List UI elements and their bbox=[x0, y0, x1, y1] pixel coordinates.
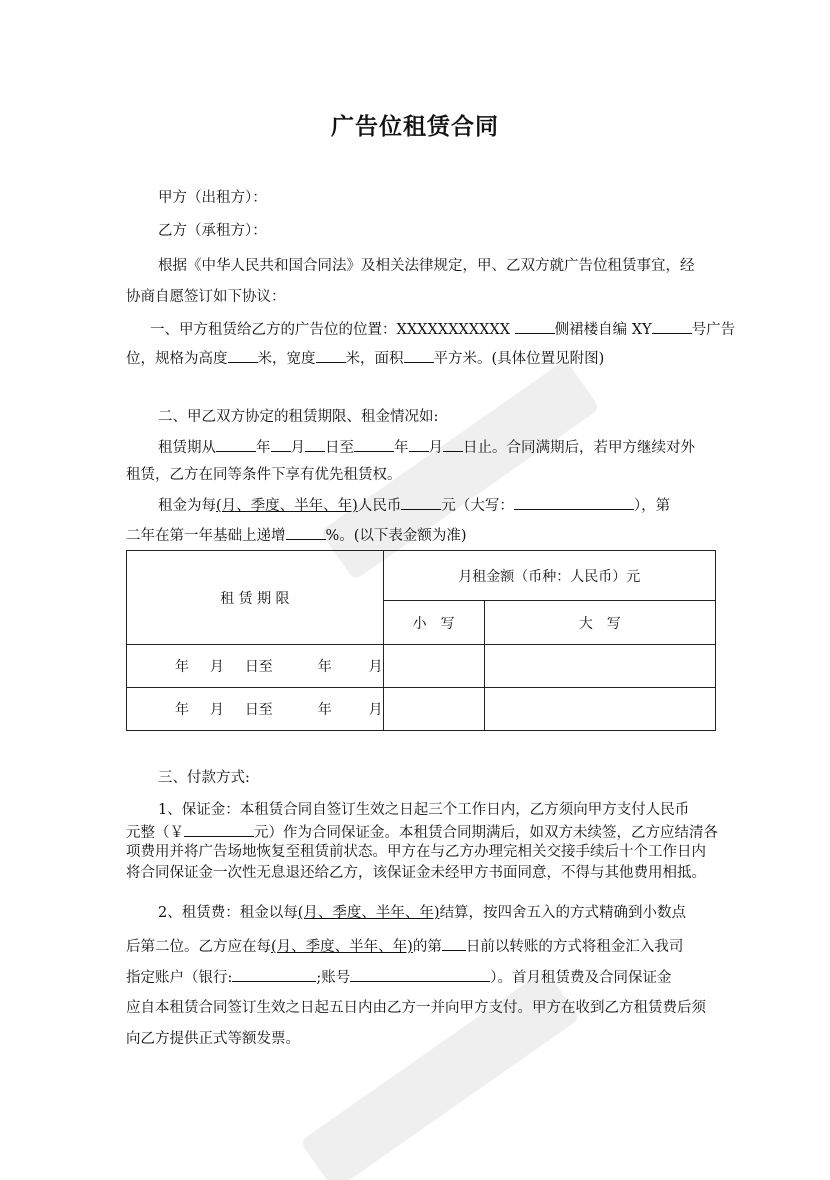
day-to-text: 日至 bbox=[325, 440, 354, 456]
percent-text: %。(以下表金额为准) bbox=[325, 528, 467, 544]
month-text: 月 bbox=[290, 440, 305, 456]
increase-blank[interactable] bbox=[286, 524, 326, 540]
month-label: 月 bbox=[209, 659, 224, 675]
section-2-line-1 bbox=[158, 436, 695, 458]
day-to-label: 日至 bbox=[244, 702, 273, 718]
small-amount-cell[interactable] bbox=[383, 645, 484, 688]
year-label: 年 bbox=[175, 702, 189, 718]
blank-field[interactable] bbox=[652, 318, 692, 334]
section-3-title: 三、付款方式: bbox=[158, 770, 250, 786]
yuan-upper-text: 元（大写： bbox=[441, 498, 514, 514]
section-2-title: 二、甲乙双方协定的租赁期限、租金情况如: bbox=[158, 409, 439, 425]
blank-field[interactable] bbox=[409, 436, 429, 452]
rent-per-text: 租金为每 bbox=[158, 498, 216, 514]
fee-period-options-2: (月、季度、半年、年) bbox=[271, 939, 413, 955]
year-label: 年 bbox=[175, 659, 189, 675]
period-header: 租 赁 期 限 bbox=[127, 551, 384, 645]
year-text: 年 bbox=[256, 440, 271, 456]
blank-field[interactable] bbox=[271, 436, 291, 452]
rent-line-2 bbox=[126, 524, 467, 546]
deposit-yuan-text: 元整（￥ bbox=[126, 825, 184, 841]
bank-label: 指定账户（银行: bbox=[126, 970, 233, 986]
deposit-amount-blank[interactable] bbox=[184, 821, 254, 837]
year-label: 年 bbox=[317, 659, 332, 675]
s1-side-text: 侧裙楼自编 XY bbox=[554, 322, 652, 338]
s1-height-text: 位，规格为高度 bbox=[126, 351, 228, 367]
intro-line-1: 根据《中华人民共和国合同法》及相关法律规定，甲、乙双方就广告位租赁事宜，经 bbox=[158, 258, 695, 274]
first-month-text: ）。首月租赁费及合同保证金 bbox=[490, 970, 672, 986]
fee-intro-text: 2、租赁费：租金以每 bbox=[158, 905, 298, 921]
month-label: 月 bbox=[368, 659, 383, 675]
intro-line-2: 协商自愿签订如下协议： bbox=[126, 289, 286, 305]
fee-round-text: 结算，按四舍五入的方式精确到小数点 bbox=[439, 905, 687, 921]
fee-line-1 bbox=[158, 903, 686, 923]
deposit-line-1: 1、保证金：本租赁合同自签订生效之日起三个工作日内，乙方须向甲方支付人民币 bbox=[158, 802, 690, 818]
fee-the-text: 的第 bbox=[412, 939, 442, 955]
fee-each-text: 后第二位。乙方应在每 bbox=[126, 939, 271, 955]
deposit-line-4: 将合同保证金一次性无息退还给乙方，该保证金未经甲方书面同意，不得与其他费用相抵。 bbox=[126, 865, 706, 881]
party-a-label: 甲方（出租方）： bbox=[158, 190, 267, 206]
big-header: 大 写 bbox=[484, 601, 715, 645]
fee-line-3 bbox=[126, 966, 672, 988]
s1-ad-text: 号广告 bbox=[691, 322, 736, 338]
fee-line-5: 向乙方提供正式等额发票。 bbox=[126, 1031, 300, 1047]
amount-header: 月租金额（币种：人民币）元 bbox=[383, 551, 715, 601]
rmb-text: 人民币 bbox=[357, 498, 402, 514]
table-row bbox=[127, 688, 716, 731]
account-label: ;账号 bbox=[316, 970, 351, 986]
rent-period-options: (月、季度、半年、年) bbox=[216, 498, 358, 514]
rent-table bbox=[126, 550, 716, 731]
end-text: 日止。合同满期后，若甲方继续对外 bbox=[463, 440, 695, 456]
account-blank[interactable] bbox=[350, 966, 490, 982]
increase-text: 二年在第一年基础上递增 bbox=[126, 528, 286, 544]
small-header: 小 写 bbox=[383, 601, 484, 645]
blank-field[interactable] bbox=[305, 436, 325, 452]
deposit-desc-text: 元）作为合同保证金。本租赁合同期满后，如双方未续签，乙方应结清各 bbox=[254, 825, 718, 841]
fee-day-blank[interactable] bbox=[442, 935, 466, 951]
section-1-line-2 bbox=[126, 347, 604, 369]
month-label: 月 bbox=[209, 702, 224, 718]
blank-field[interactable] bbox=[216, 436, 256, 452]
period-cell bbox=[127, 645, 384, 688]
fee-period-options: (月、季度、半年、年) bbox=[297, 905, 440, 921]
fee-transfer-text: 日前以转账的方式将租金汇入我司 bbox=[465, 939, 684, 955]
month-label: 月 bbox=[368, 702, 383, 718]
blank-field[interactable] bbox=[354, 436, 394, 452]
bank-blank[interactable] bbox=[232, 966, 316, 982]
big-amount-cell[interactable] bbox=[484, 688, 715, 731]
table-row bbox=[127, 645, 716, 688]
s1-width-text: 米，宽度 bbox=[257, 351, 316, 367]
second-text: ），第 bbox=[633, 498, 671, 514]
deposit-line-2 bbox=[126, 821, 718, 843]
s1-position-text: 一、甲方租赁给乙方的广告位的位置：XXXXXXXXXXX bbox=[150, 322, 511, 338]
blank-field[interactable] bbox=[443, 436, 463, 452]
deposit-line-3: 项费用并将广告场地恢复至租赁前状态。甲方在与乙方办理完相关交接手续后十个工作日内 bbox=[126, 844, 706, 860]
blank-field[interactable] bbox=[515, 318, 555, 334]
fee-line-4: 应自本租赁合同签订生效之日起五日内由乙方一并向甲方支付。甲方在收到乙方租赁费后须 bbox=[126, 1000, 706, 1016]
year-text: 年 bbox=[394, 440, 409, 456]
rent-line-1 bbox=[158, 494, 670, 516]
period-cell bbox=[127, 688, 384, 731]
width-blank[interactable] bbox=[316, 347, 346, 363]
s1-sqm-text: 平方米。(具体位置见附图) bbox=[433, 351, 605, 367]
section-2-line-2: 租赁，乙方在同等条件下享有优先租赁权。 bbox=[126, 467, 402, 483]
party-b-label: 乙方（承租方）： bbox=[158, 223, 267, 239]
month-text: 月 bbox=[428, 440, 443, 456]
small-amount-cell[interactable] bbox=[383, 688, 484, 731]
rent-amount-blank[interactable] bbox=[401, 494, 441, 510]
s1-area-text: 米，面积 bbox=[345, 351, 404, 367]
year-label: 年 bbox=[317, 702, 332, 718]
document-title: 广告位租赁合同 bbox=[331, 113, 499, 140]
fee-line-2 bbox=[126, 935, 683, 957]
day-to-label: 日至 bbox=[244, 659, 273, 675]
lease-from-text: 租赁期从 bbox=[158, 440, 216, 456]
area-blank[interactable] bbox=[404, 347, 434, 363]
section-1-line-1 bbox=[150, 318, 735, 340]
height-blank[interactable] bbox=[228, 347, 258, 363]
big-amount-cell[interactable] bbox=[484, 645, 715, 688]
rent-upper-blank[interactable] bbox=[514, 494, 634, 510]
